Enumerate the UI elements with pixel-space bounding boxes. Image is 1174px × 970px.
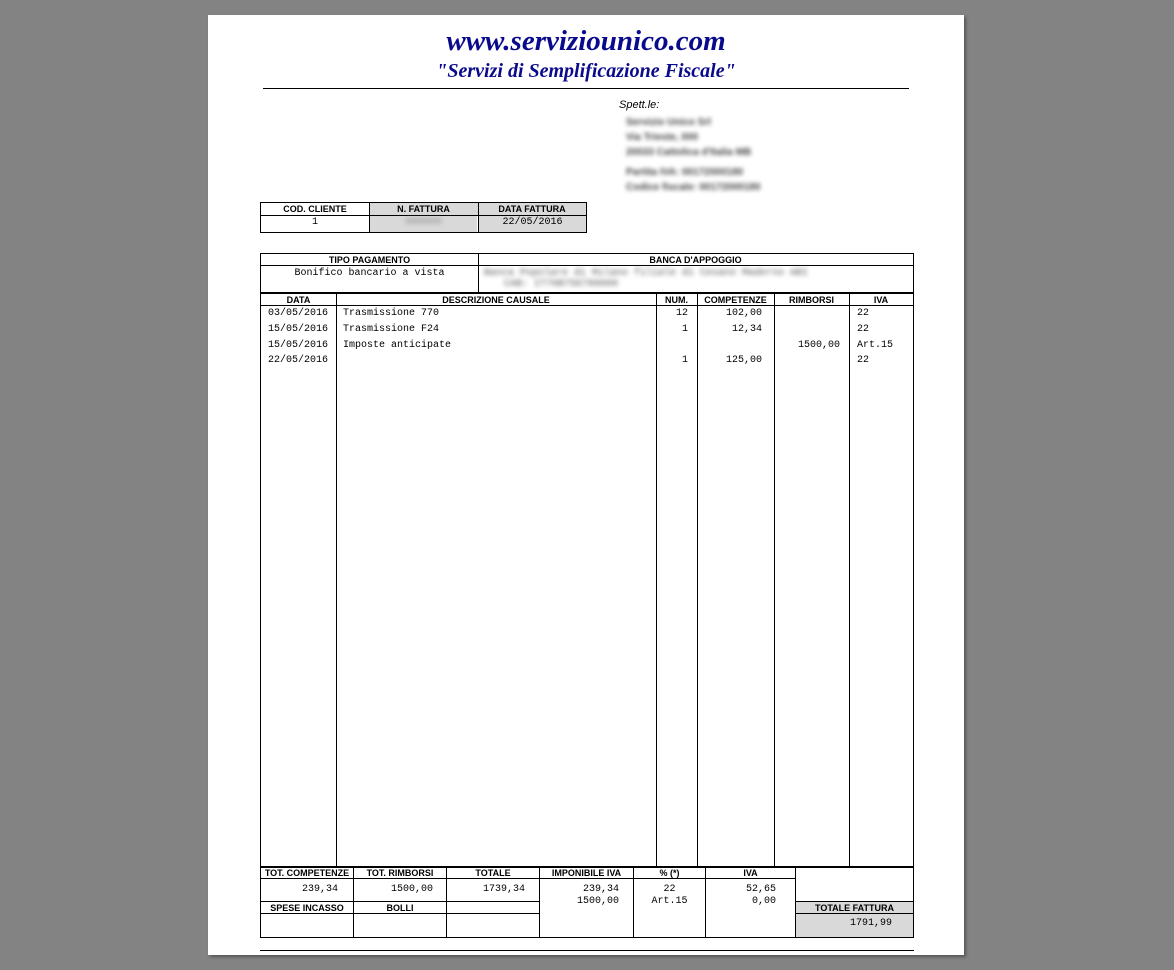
banca-line: Banca Popolare di Milano filiale di Cesano Maderno ABI (484, 268, 809, 279)
row-descrizione: Trasmissione F24 (343, 324, 440, 335)
iva-value: 0,00 (751, 896, 776, 907)
row-num: 12 (675, 308, 688, 319)
row-iva: 22 (857, 324, 870, 335)
banca-line: CAB: IT76B756789000 (504, 279, 619, 290)
col-competenze-header: COMPETENZE (704, 295, 767, 305)
cod-cliente-header: COD. CLIENTE (283, 204, 347, 214)
row-num: 1 (681, 324, 688, 335)
row-rimborsi: 1500,00 (797, 340, 840, 351)
imponibile-header: IMPONIBILE IVA (551, 868, 622, 878)
data-fattura-value: 22/05/2016 (502, 217, 563, 228)
header-divider (263, 88, 909, 89)
iva-value: 52,65 (745, 884, 776, 895)
row-data: 15/05/2016 (268, 340, 329, 351)
recipient-line: 20033 Cattolica d'Italia MB (626, 147, 752, 158)
row-num: 1 (681, 355, 688, 366)
data-fattura-header: DATA FATTURA (478, 203, 586, 215)
invoice-info-table (260, 202, 587, 233)
totale-fattura-header: TOTALE FATTURA (815, 903, 894, 913)
detail-table (260, 253, 914, 868)
perc-header: % (*) (659, 868, 680, 878)
row-iva: 22 (857, 308, 870, 319)
site-tagline: "Servizi di Semplificazione Fiscale" (436, 60, 736, 82)
tot-rimborsi-header: TOT. RIMBORSI (366, 868, 434, 878)
iva-header: IVA (743, 868, 758, 878)
row-descrizione: Imposte anticipate (343, 340, 452, 351)
recipient-label: Spett.le: (619, 99, 660, 111)
row-iva: 22 (857, 355, 870, 366)
invoice-page (208, 15, 964, 955)
cod-cliente-value: 1 (311, 217, 318, 228)
banca-appoggio-value (484, 268, 904, 290)
tipo-pagamento-value: Bonifico bancario a vista (294, 268, 445, 279)
n-fattura-value: 000000 (405, 217, 442, 228)
totale-value: 1739,34 (482, 884, 525, 895)
row-data: 22/05/2016 (268, 355, 329, 366)
tot-competenze-header: TOT. COMPETENZE (264, 868, 350, 878)
col-iva-header: IVA (873, 295, 889, 305)
perc-value: Art.15 (651, 896, 688, 907)
col-descrizione-header: DESCRIZIONE CAUSALE (442, 295, 550, 305)
col-rimborsi-header: RIMBORSI (789, 295, 834, 305)
col-num-header: NUM. (665, 295, 688, 305)
col-data-header: DATA (286, 295, 311, 305)
tot-rimborsi-value: 1500,00 (390, 884, 433, 895)
row-descrizione: Trasmissione 770 (343, 308, 440, 319)
banca-appoggio-header: BANCA D'APPOGGIO (649, 255, 742, 265)
row-data: 15/05/2016 (268, 324, 329, 335)
footer-divider (260, 950, 914, 951)
row-data: 03/05/2016 (268, 308, 329, 319)
totale-header: TOTALE (475, 868, 511, 878)
site-title: www.serviziounico.com (446, 25, 726, 57)
row-competenze: 102,00 (725, 308, 762, 319)
row-competenze: 12,34 (731, 324, 762, 335)
spese-incasso-header: SPESE INCASSO (270, 903, 344, 913)
recipient-address (626, 115, 761, 195)
imponibile-value: 239,34 (582, 884, 619, 895)
recipient-line: Servizio Unico Srl (626, 117, 712, 128)
row-competenze: 125,00 (725, 355, 762, 366)
tot-competenze-value: 239,34 (301, 884, 338, 895)
n-fattura-header: N. FATTURA (369, 203, 478, 215)
recipient-line: Via Trieste, 000 (626, 132, 699, 143)
bolli-header: BOLLI (386, 903, 414, 913)
imponibile-value: 1500,00 (576, 896, 619, 907)
row-iva: Art.15 (857, 340, 894, 351)
recipient-line: Codice fiscale: 00172000180 (626, 182, 761, 193)
totale-fattura-value: 1791,99 (849, 918, 892, 929)
tipo-pagamento-header: TIPO PAGAMENTO (328, 255, 411, 265)
perc-value: 22 (663, 884, 676, 895)
recipient-line: Partita IVA: 00172000180 (626, 167, 744, 178)
